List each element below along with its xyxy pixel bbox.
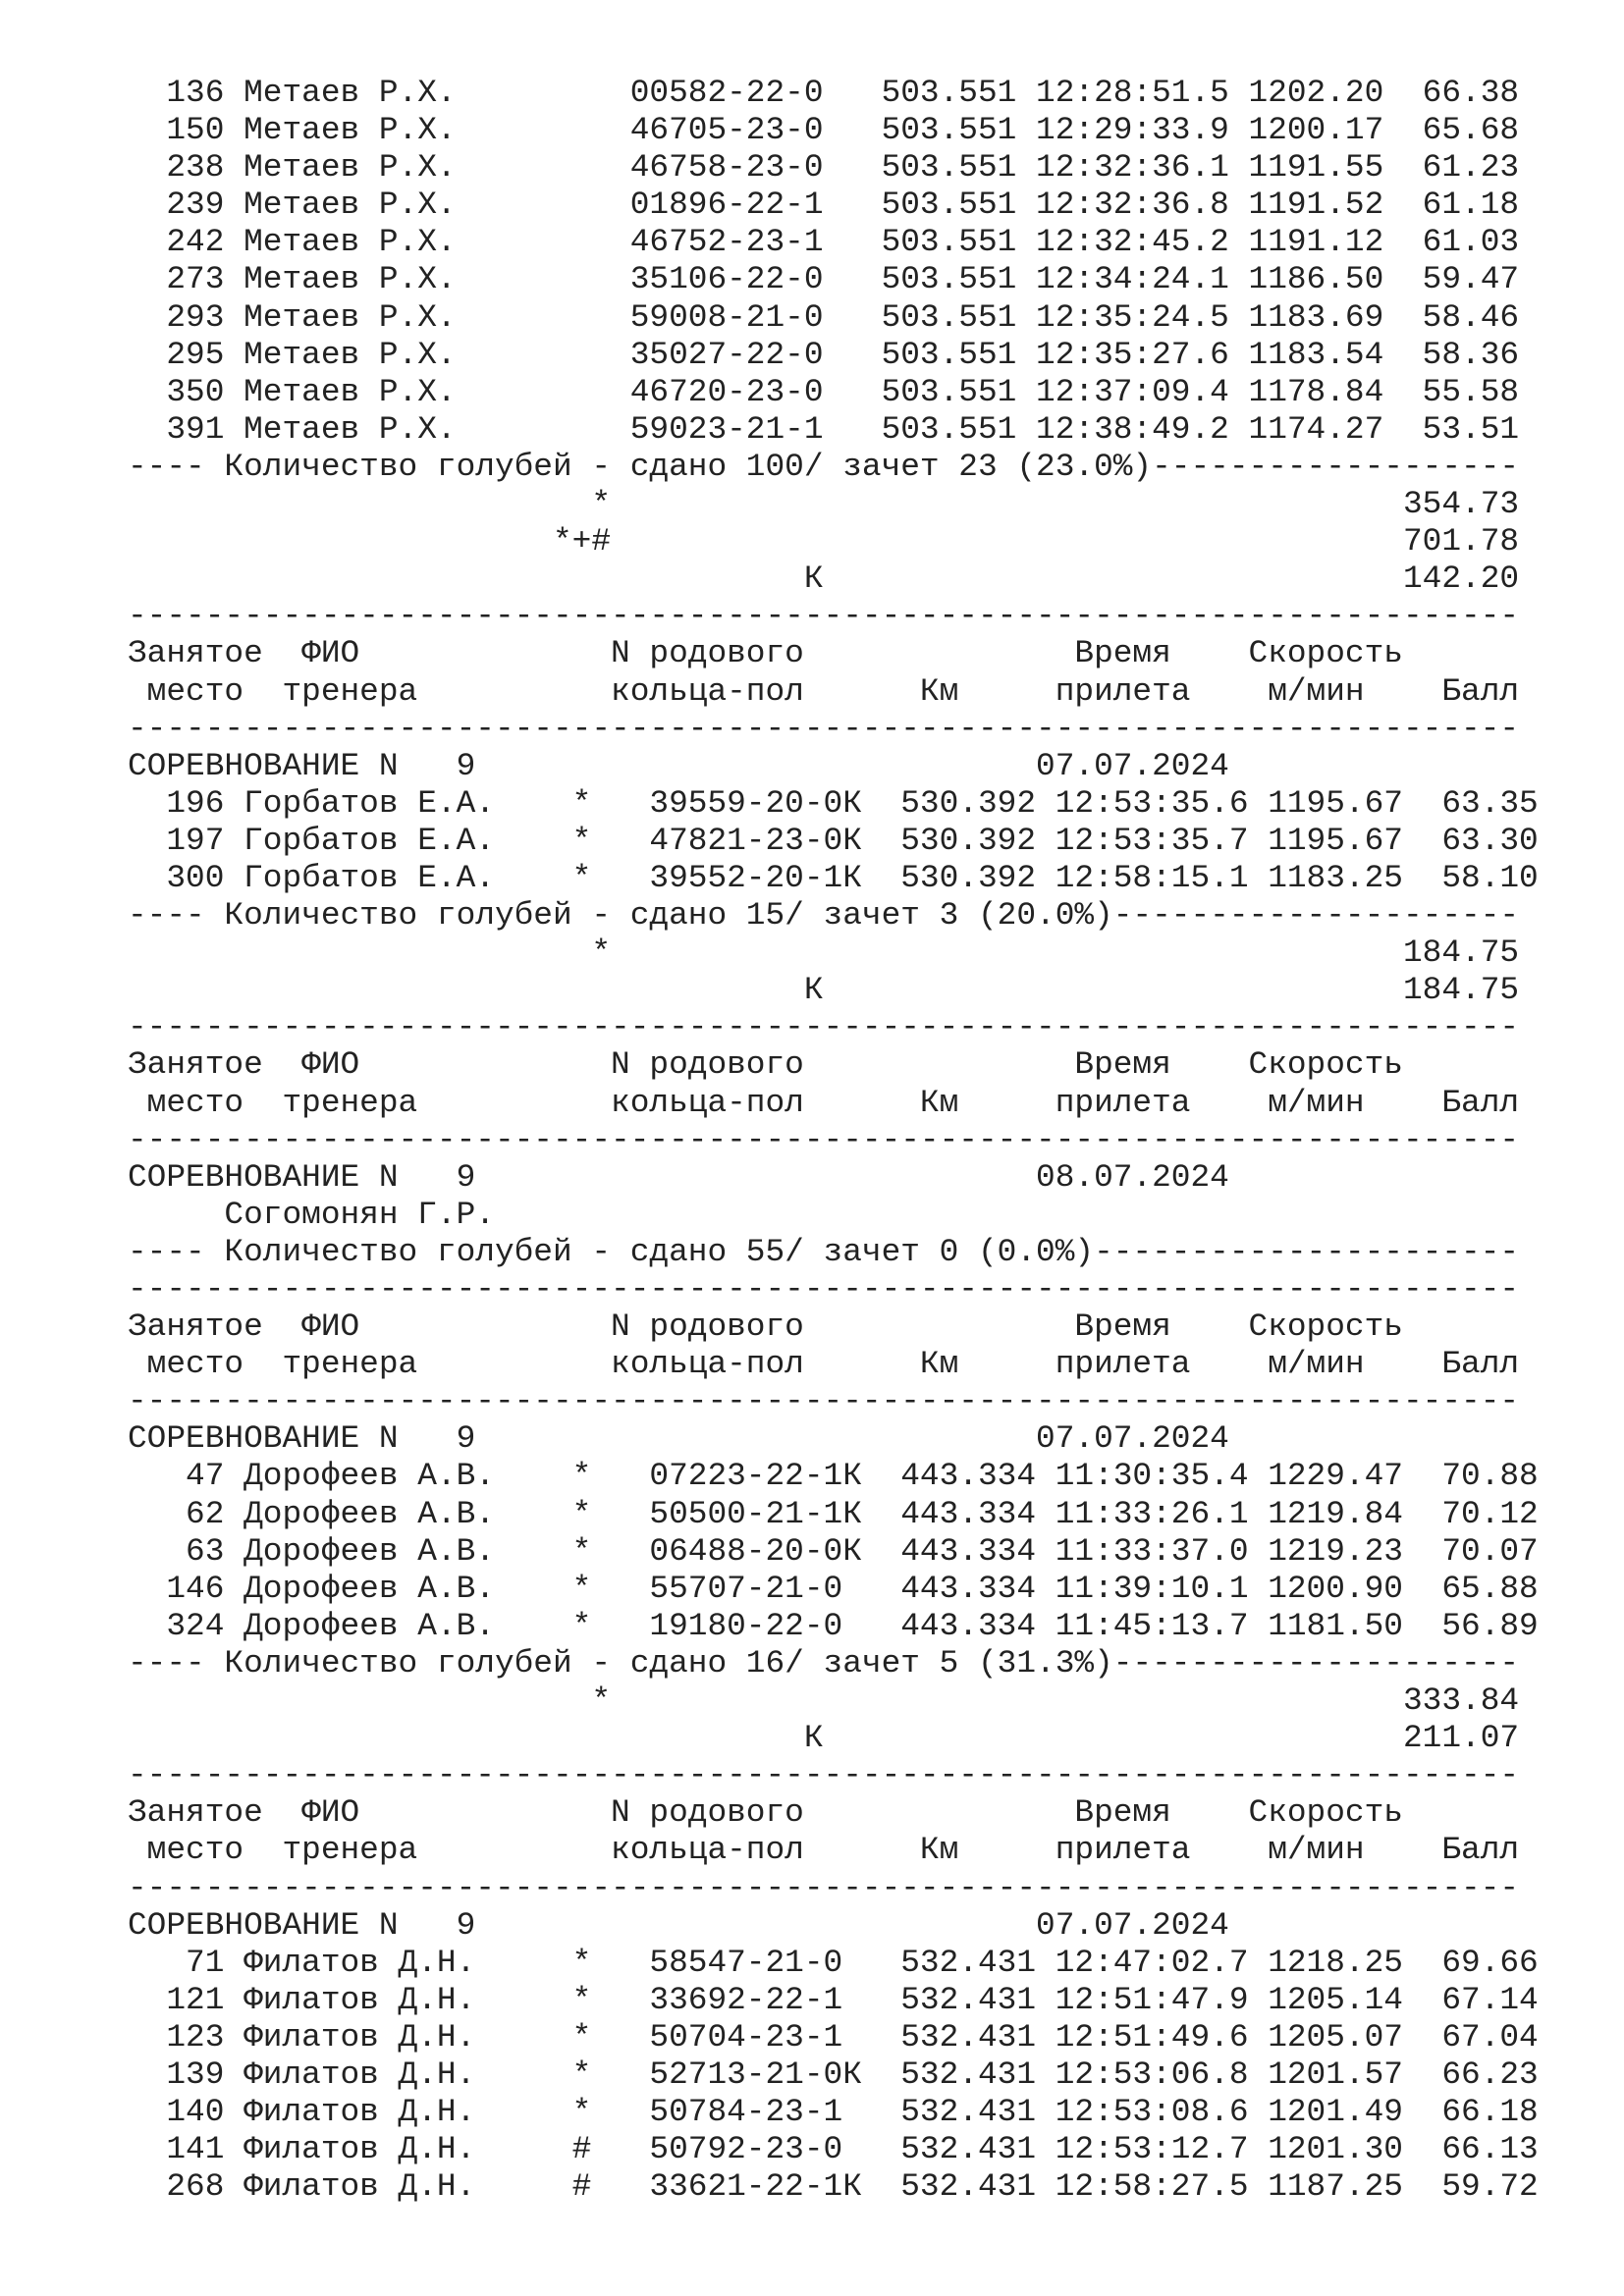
text-line: Занятое ФИО N родового Время Скорость [128, 635, 1403, 672]
text-line: место тренера кольца-пол Км прилета м/мин Балл [128, 1346, 1520, 1383]
text-line: ------------------------------------------------------------------------ [128, 1121, 1520, 1158]
text-line: 197 Горбатов Е.А. * 47821-23-0К 530.392 12:53:35.7 1195.67 63.30 [128, 822, 1539, 859]
text-line: К 142.20 [128, 561, 1520, 598]
text-line: 391 Метаев Р.Х. 59023-21-1 503.551 12:38:49.2 1174.27 53.51 [128, 410, 1520, 448]
text-line: ------------------------------------------------------------------------ [128, 1869, 1520, 1906]
text-line: Занятое ФИО N родового Время Скорость [128, 1308, 1403, 1346]
text-line: 136 Метаев Р.Х. 00582-22-0 503.551 12:28:51.5 1202.20 66.38 [128, 75, 1520, 111]
text-line: 350 Метаев Р.Х. 46720-23-0 503.551 12:37:09.4 1178.84 55.58 [128, 373, 1520, 410]
results-printout [128, 75, 1561, 2206]
text-line: 242 Метаев Р.Х. 46752-23-1 503.551 12:32:45.2 1191.12 61.03 [128, 224, 1520, 261]
text-line: Занятое ФИО N родового Время Скорость [128, 1794, 1403, 1832]
text-line: 62 Дорофеев А.В. * 50500-21-1К 443.334 11:33:26.1 1219.84 70.12 [128, 1495, 1539, 1532]
text-line: Согомонян Г.Р. [128, 1196, 495, 1233]
text-line: 238 Метаев Р.Х. 46758-23-0 503.551 12:32:36.1 1191.55 61.23 [128, 149, 1520, 187]
text-line: место тренера кольца-пол Км прилета м/мин Балл [128, 672, 1520, 710]
text-line: К 184.75 [128, 972, 1520, 1009]
text-line: 63 Дорофеев А.В. * 06488-20-0К 443.334 11:33:37.0 1219.23 70.07 [128, 1532, 1539, 1570]
text-line: ------------------------------------------------------------------------ [128, 1383, 1520, 1420]
text-line: 121 Филатов Д.Н. * 33692-22-1 532.431 12:51:47.9 1205.14 67.14 [128, 1981, 1539, 2018]
text-line: ---- Количество голубей - сдано 55/ зачет 0 (0.0%)---------------------- [128, 1233, 1520, 1270]
text-line: ------------------------------------------------------------------------ [128, 710, 1520, 747]
text-line: 196 Горбатов Е.А. * 39559-20-0К 530.392 12:53:35.6 1195.67 63.35 [128, 784, 1539, 822]
text-line: 141 Филатов Д.Н. # 50792-23-0 532.431 12:53:12.7 1201.30 66.13 [128, 2131, 1539, 2168]
text-line: 146 Дорофеев А.В. * 55707-21-0 443.334 11:39:10.1 1200.90 65.88 [128, 1570, 1539, 1607]
text-line: СОРЕВНОВАНИЕ N 9 07.07.2024 [128, 747, 1229, 784]
text-line: * 184.75 [128, 934, 1520, 972]
text-line: *+# 701.78 [128, 523, 1520, 561]
text-line: 273 Метаев Р.Х. 35106-22-0 503.551 12:34:24.1 1186.50 59.47 [128, 261, 1520, 298]
text-line: ------------------------------------------------------------------------ [128, 1009, 1520, 1046]
text-line: ------------------------------------------------------------------------ [128, 1757, 1520, 1794]
text-line: ---- Количество голубей - сдано 100/ зачет 23 (23.0%)------------------- [128, 448, 1520, 485]
text-line: ---- Количество голубей - сдано 16/ зачет 5 (31.3%)--------------------- [128, 1644, 1520, 1682]
text-line: 139 Филатов Д.Н. * 52713-21-0К 532.431 12:53:06.8 1201.57 66.23 [128, 2056, 1539, 2093]
text-line: Занятое ФИО N родового Время Скорость [128, 1046, 1403, 1084]
text-line: * 333.84 [128, 1682, 1520, 1720]
text-line: 71 Филатов Д.Н. * 58547-21-0 532.431 12:47:02.7 1218.25 69.66 [128, 1944, 1539, 1981]
text-line: 140 Филатов Д.Н. * 50784-23-1 532.431 12:53:08.6 1201.49 66.18 [128, 2094, 1539, 2131]
text-line: ------------------------------------------------------------------------ [128, 1271, 1520, 1308]
text-line: 268 Филатов Д.Н. # 33621-22-1К 532.431 12:58:27.5 1187.25 59.72 [128, 2168, 1539, 2206]
text-line: 300 Горбатов Е.А. * 39552-20-1К 530.392 12:58:15.1 1183.25 58.10 [128, 859, 1539, 896]
text-line: СОРЕВНОВАНИЕ N 9 08.07.2024 [128, 1158, 1229, 1196]
text-line: место тренера кольца-пол Км прилета м/мин Балл [128, 1084, 1520, 1121]
text-line: СОРЕВНОВАНИЕ N 9 07.07.2024 [128, 1906, 1229, 1944]
text-line: 324 Дорофеев А.В. * 19180-22-0 443.334 11:45:13.7 1181.50 56.89 [128, 1607, 1539, 1644]
text-line: * 354.73 [128, 486, 1520, 523]
text-line: К 211.07 [128, 1720, 1520, 1757]
text-line: ---- Количество голубей - сдано 15/ зачет 3 (20.0%)--------------------- [128, 897, 1520, 934]
text-line: место тренера кольца-пол Км прилета м/мин Балл [128, 1832, 1520, 1869]
text-line: СОРЕВНОВАНИЕ N 9 07.07.2024 [128, 1420, 1229, 1458]
text-line: 47 Дорофеев А.В. * 07223-22-1К 443.334 11:30:35.4 1229.47 70.88 [128, 1458, 1539, 1495]
text-line: 295 Метаев Р.Х. 35027-22-0 503.551 12:35:27.6 1183.54 58.36 [128, 336, 1520, 373]
text-line: ------------------------------------------------------------------------ [128, 598, 1520, 635]
text-line: 293 Метаев Р.Х. 59008-21-0 503.551 12:35:24.5 1183.69 58.46 [128, 298, 1520, 336]
text-line: 150 Метаев Р.Х. 46705-23-0 503.551 12:29:33.9 1200.17 65.68 [128, 112, 1520, 149]
text-line: 123 Филатов Д.Н. * 50704-23-1 532.431 12:51:49.6 1205.07 67.04 [128, 2018, 1539, 2056]
text-line: 239 Метаев Р.Х. 01896-22-1 503.551 12:32:36.8 1191.52 61.18 [128, 187, 1520, 224]
